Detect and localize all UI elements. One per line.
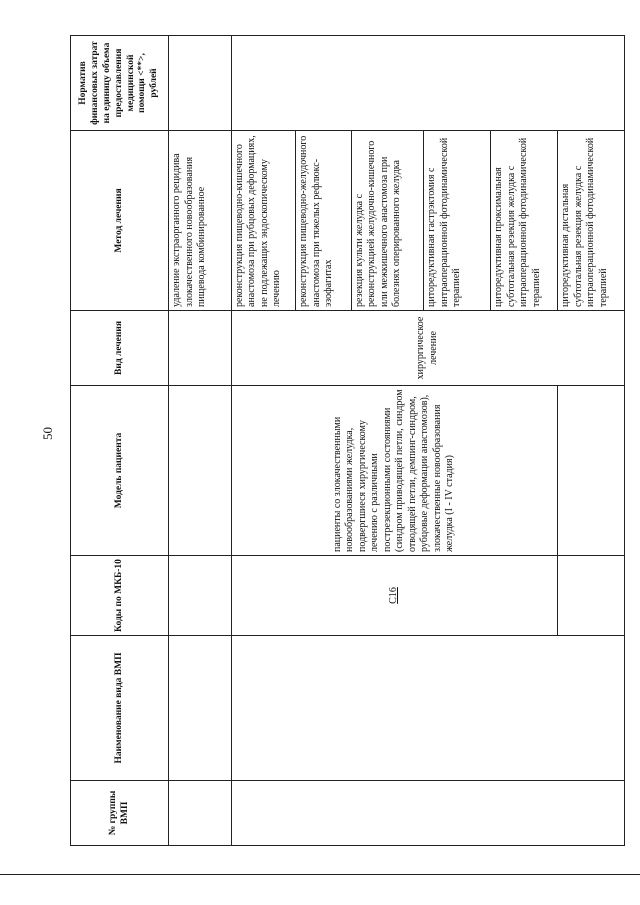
cell-patient-model: пациенты со злокачественными новообразованиями желудка, подвергшиеся хирургическому лечению с различными пострезекционными состояниями (синдром приводящей петли, синдром отводящей петли, демпинг-синдром, рубцовые деформации анастомозов), злокачественные новообразования желудка (I - IV стадия) <box>231 386 557 556</box>
header-treatment-type: Вид лечения <box>71 311 169 386</box>
cell-cost-norm <box>231 36 624 131</box>
cell-treatment-type <box>169 311 231 386</box>
cell-cost-norm <box>169 36 231 131</box>
cell-method: реконструкция пищеводно-кишечного анастомоза при рубцовых деформациях, не подлежащих эндоскопическому лечению <box>231 131 296 311</box>
cell-icd-code <box>169 556 231 636</box>
cell-method: циторедуктивная дистальная субтотальная резекция желудка с интраоперационной фотодинамической терапией <box>558 131 625 311</box>
vmp-table <box>70 35 625 846</box>
cell-vmp-name <box>169 636 231 781</box>
table-row <box>231 36 296 846</box>
cell-method: резекция культи желудка с реконструкцией желудочно-кишечного или межкишечного анастомоза при болезнях оперированного желудка <box>351 131 423 311</box>
cell-method: реконструкция пищеводно-желудочного анастомоза при тяжелых рефлюкс-эзофагитах <box>296 131 352 311</box>
table-row <box>169 36 231 846</box>
cell-method: циторедуктивная гастрэктомия с интраоперационной фотодинамической терапией <box>424 131 491 311</box>
cell-vmp-name <box>231 636 624 781</box>
cell-patient-model <box>558 386 625 556</box>
page-number: 50 <box>40 427 55 440</box>
cell-group-no <box>231 781 624 846</box>
cell-patient-model <box>169 386 231 556</box>
cell-method: удаление экстраорганного рецидива злокачественного новообразования пищевода комбинированное <box>169 131 231 311</box>
rotated-table-wrapper <box>70 36 625 846</box>
cell-method: циторедуктивная проксимальная субтотальная резекция желудка с интраоперационной фотодинамической терапией <box>491 131 558 311</box>
cell-group-no <box>169 781 231 846</box>
header-cost-norm: Норматив финансовых затрат на единицу объема предоставления медицинской помощи <**>, рублей <box>71 36 169 131</box>
cell-icd-code <box>558 556 625 636</box>
header-icd-codes: Коды по МКБ-10 <box>71 556 169 636</box>
bottom-rule <box>0 874 640 875</box>
header-patient-model: Модель пациента <box>71 386 169 556</box>
cell-icd-code: C16 <box>231 556 557 636</box>
header-vmp-name: Наименование вида ВМП <box>71 636 169 781</box>
table-header-row <box>71 36 169 846</box>
header-treatment-method: Метод лечения <box>71 131 169 311</box>
cell-treatment-type: хирургическое лечение <box>231 311 624 386</box>
header-group-no: № группы ВМП <box>71 781 169 846</box>
